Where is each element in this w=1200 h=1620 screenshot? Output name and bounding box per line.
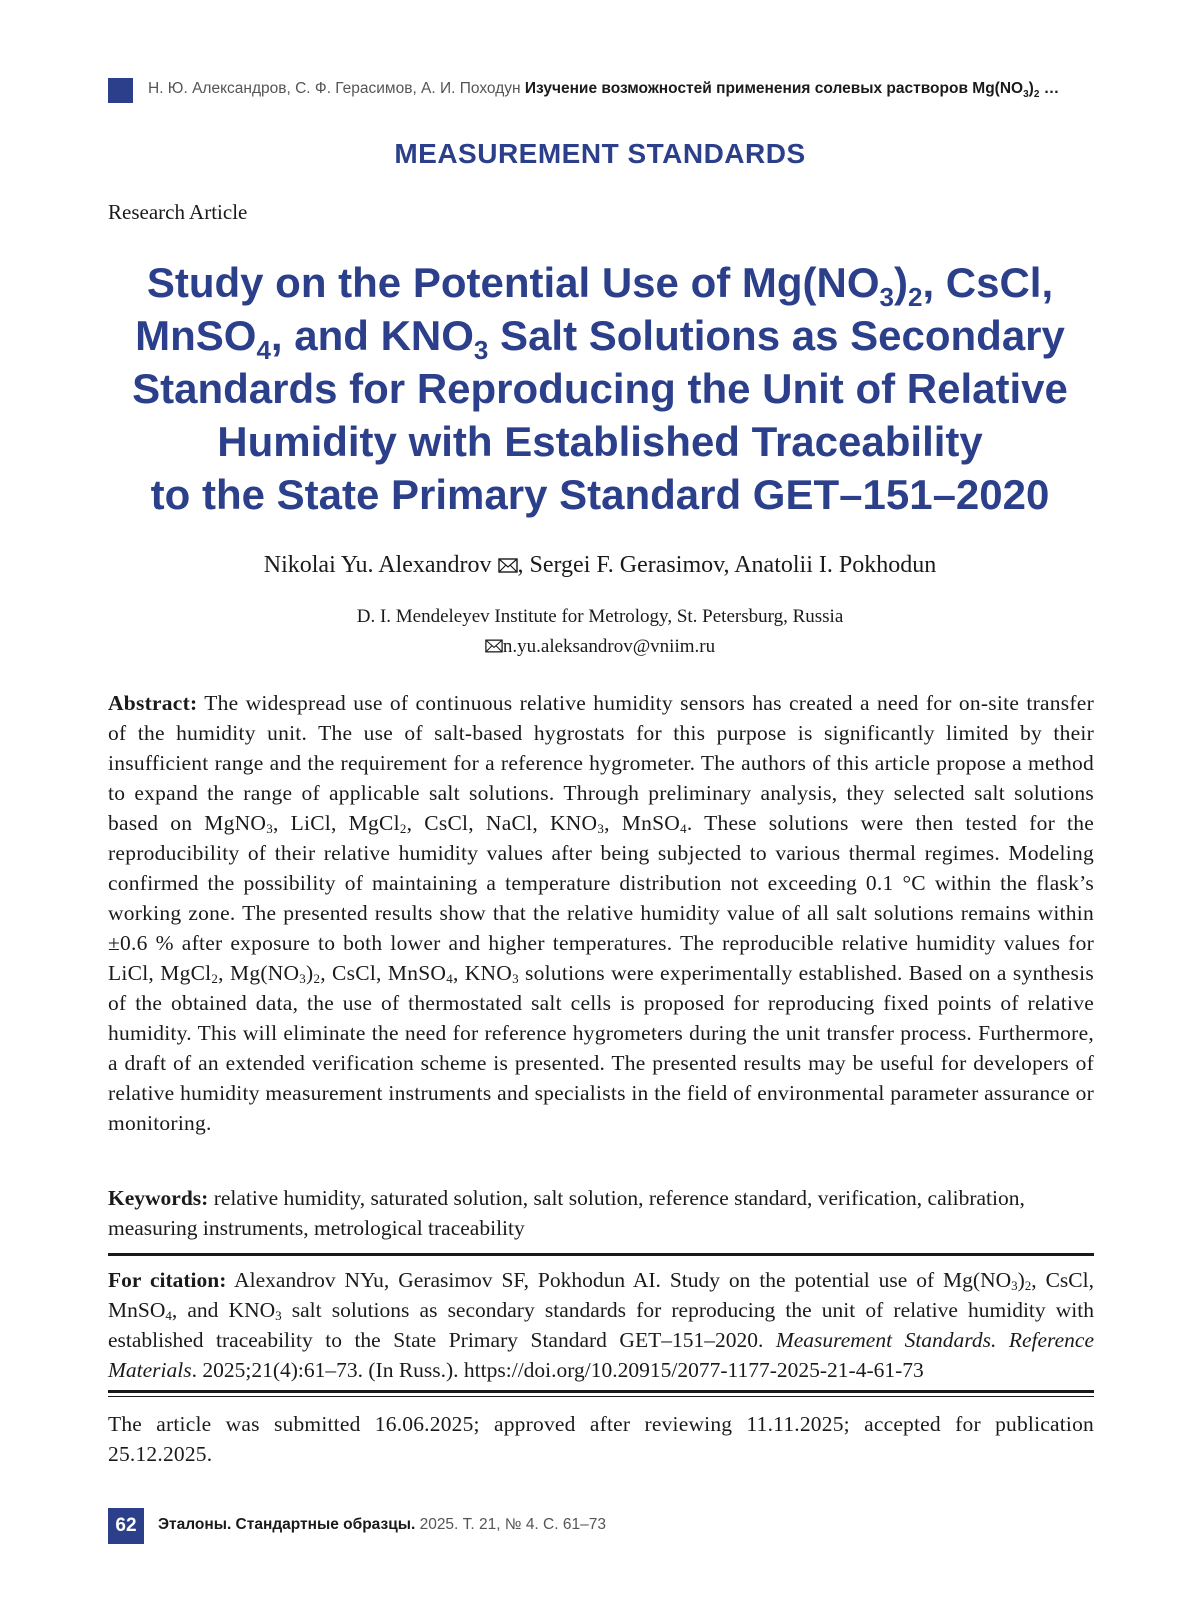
email-line [0, 636, 1200, 658]
authors-line [0, 552, 1200, 579]
page-footer [108, 1508, 808, 1544]
article-title: Study on the Potential Use of $Mg(NO_3)_2$, CsCl, MnSO$_4$, and $KNO_3$ Salt Solutions as Secondary Standards for Reproducing the Unit of Relative Humidity with Established Traceability to the State Primary Standard GET–151–2020 [132, 259, 1068, 518]
envelope-icon [498, 552, 518, 579]
author-alexandrov: Nikolai Yu. Alexandrov [263, 552, 492, 578]
envelope-icon [485, 636, 503, 658]
page-number: 62 [108, 1508, 144, 1544]
authors-rest: , Sergei F. Gerasimov, Anatolii I. Pokhodun [517, 552, 937, 578]
journal-name: Эталоны. Стандартные образцы. [158, 1516, 416, 1533]
abstract: Abstract: The widespread use of continuous relative humidity sensors has created a need for on-site transfer of the humidity unit. The use of salt-based hygrostats for this purpose is significantly limited by their insufficient range and the requirement for a reference hygrometer. The authors of this article propose a method to expand the range of applicable salt solutions. Through preliminary analysis, they selected salt solutions based on MgNO$_3$, LiCl, MgCl$_2$, CsCl, NaCl, $KNO_3$, MnSO$_4$. These solutions were then tested for the reproducibility of their relative humidity values after being subjected to various thermal regimes. Modeling confirmed the possibility of maintaining a temperature distribution not exceeding 0.1 °C within the flask’s working zone. The presented results show that the relative humidity value of all salt solutions remains within ±0.6 % after exposure to both lower and higher temperatures. The reproducible relative humidity values for LiCl, MgCl$_2$, $Mg(NO_3)_2$, CsCl, MnSO$_4$, $KNO_3$ solutions were experimentally established. Based on a synthesis of the obtained data, the use of thermostated salt cells is proposed for reproducing fixed points of relative humidity. This will eliminate the need for reference hygrometers during the unit transfer process. Furthermore, a draft of an extended verification scheme is presented. The presented results may be useful for developers of relative humidity measurement instruments and specialists in the field of environmental parameter assurance or monitoring. [108, 691, 1095, 1135]
running-head-title: Изучение возможностей применения солевых растворов $Mg(NO_3)_2$ … [524, 80, 1060, 101]
affiliation: D. I. Mendeleyev Institute for Metrology, St. Petersburg, Russia [356, 606, 844, 627]
citation-top-rule [108, 1253, 1094, 1256]
citation-journal: Measurement Standards. Reference Materials [108, 1328, 1094, 1382]
article-dates: The article was submitted 16.06.2025; approved after reviewing 11.11.2025; accepted for publication 25.12.2025. [108, 1412, 1094, 1466]
citation-label: For citation: [108, 1268, 227, 1292]
running-head-authors: Н. Ю. Александров, С. Ф. Герасимов, А. И. Походун [148, 80, 521, 97]
running-head-marker [108, 78, 133, 103]
citation-doi[interactable]: . 2025;21(4):61–73. (In Russ.). https://doi.org/10.20915/2077-1177-2025-21-4-61-73 [191, 1358, 924, 1382]
abstract-label: Abstract: [108, 691, 198, 715]
keywords-label: Keywords: [108, 1186, 209, 1210]
article-type: Research Article [108, 200, 248, 224]
running-head [108, 76, 1098, 102]
section-title: MEASUREMENT STANDARDS [394, 138, 806, 169]
citation-bottom-rule-thin [108, 1396, 1094, 1397]
author-email-link[interactable]: n.yu.aleksandrov@vniim.ru [502, 636, 716, 657]
keywords: Keywords: relative humidity, saturated solution, salt solution, reference standard, verification, calibration, measuring instruments, metrological traceability [108, 1186, 1025, 1240]
journal-reference [158, 1516, 606, 1534]
citation-bottom-rule [108, 1390, 1094, 1393]
journal-issue: 2025. Т. 21, № 4. С. 61–73 [415, 1516, 606, 1533]
citation-block: For citation: Alexandrov NYu, Gerasimov SF, Pokhodun AI. Study on the potential use of $Mg(NO_3)_2$, CsCl, MnSO$_4$, and $KNO_3$ salt solutions as secondary standards for reproducing the unit of relative humidity with established traceability to the State Primary Standard GET–151–2020. Measurement Standards. Reference Materials. 2025;21(4):61–73. (In Russ.). https://doi.org/10.20915/2077-1177-2025-21-4-61-73 [108, 1268, 1094, 1382]
running-head-text [148, 80, 1059, 100]
